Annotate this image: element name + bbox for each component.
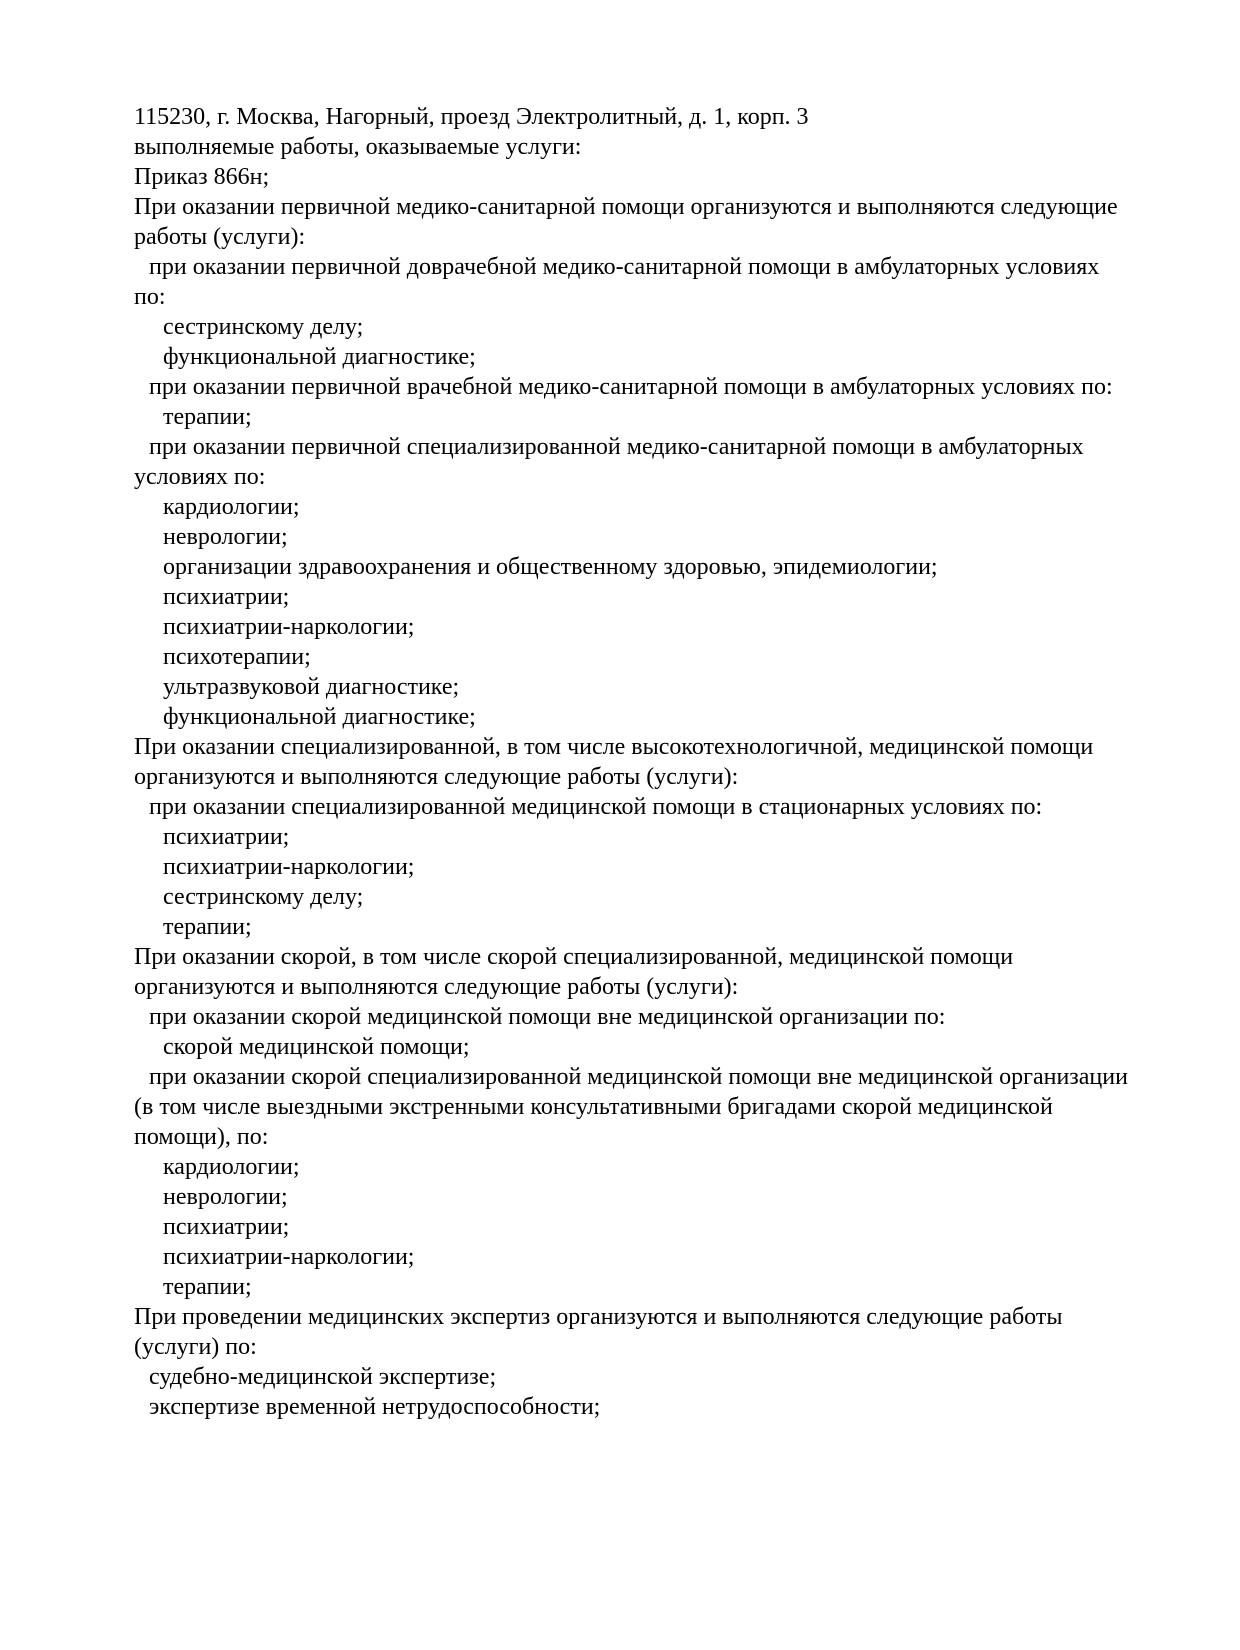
text-line: психиатрии-наркологии; xyxy=(163,854,415,880)
text-line: скорой медицинской помощи; xyxy=(163,1034,470,1060)
text-line: психотерапии; xyxy=(163,644,311,670)
text-line: терапии; xyxy=(163,404,252,430)
text-line: помощи), по: xyxy=(134,1124,269,1150)
text-line: экспертизе временной нетрудоспособности; xyxy=(149,1394,601,1420)
text-line: кардиологии; xyxy=(163,1154,300,1180)
text-line: организуются и выполняются следующие работы (услуги): xyxy=(134,764,739,790)
text-line: (услуги) по: xyxy=(134,1334,257,1360)
text-line: кардиологии; xyxy=(163,494,300,520)
text-line: неврологии; xyxy=(163,524,288,550)
text-line: при оказании скорой медицинской помощи вне медицинской организации по: xyxy=(149,1004,946,1030)
text-line: работы (услуги): xyxy=(134,224,306,250)
text-line: при оказании первичной доврачебной медико-санитарной помощи в амбулаторных условиях xyxy=(149,254,1100,280)
text-line: функциональной диагностике; xyxy=(163,344,476,370)
text-line: условиях по: xyxy=(134,464,266,490)
text-line: психиатрии; xyxy=(163,1214,290,1240)
text-line: неврологии; xyxy=(163,1184,288,1210)
text-line: ультразвуковой диагностике; xyxy=(163,674,460,700)
text-line: сестринскому делу; xyxy=(163,884,364,910)
text-line: Приказ 866н; xyxy=(134,164,270,190)
text-line: При оказании скорой, в том числе скорой специализированной, медицинской помощи xyxy=(134,944,1014,970)
text-line: функциональной диагностике; xyxy=(163,704,476,730)
text-line: организации здравоохранения и общественному здоровью, эпидемиологии; xyxy=(163,554,938,580)
text-line: терапии; xyxy=(163,1274,252,1300)
text-line: при оказании специализированной медицинской помощи в стационарных условиях по: xyxy=(149,794,1043,820)
text-line: психиатрии; xyxy=(163,584,290,610)
text-line: при оказании первичной врачебной медико-санитарной помощи в амбулаторных условиях по: xyxy=(149,374,1113,400)
text-line: по: xyxy=(134,284,166,310)
document-text-block xyxy=(134,102,1204,1422)
text-line: терапии; xyxy=(163,914,252,940)
text-line: судебно-медицинской экспертизе; xyxy=(149,1364,497,1390)
text-line: психиатрии-наркологии; xyxy=(163,1244,415,1270)
text-line: 115230, г. Москва, Нагорный, проезд Электролитный, д. 1, корп. 3 xyxy=(134,104,809,130)
text-line: При оказании специализированной, в том числе высокотехнологичной, медицинской помощи xyxy=(134,734,1094,760)
text-line: сестринскому делу; xyxy=(163,314,364,340)
text-line: при оказании первичной специализированной медико-санитарной помощи в амбулаторных xyxy=(149,434,1084,460)
text-line: При проведении медицинских экспертиз организуются и выполняются следующие работы xyxy=(134,1304,1063,1330)
text-line: При оказании первичной медико-санитарной помощи организуются и выполняются следующие xyxy=(134,194,1118,220)
text-line: при оказании скорой специализированной медицинской помощи вне медицинской организации xyxy=(149,1064,1128,1090)
text-line: психиатрии; xyxy=(163,824,290,850)
text-line: психиатрии-наркологии; xyxy=(163,614,415,640)
text-line: (в том числе выездными экстренными консультативными бригадами скорой медицинской xyxy=(134,1094,1053,1120)
text-line: выполняемые работы, оказываемые услуги: xyxy=(134,134,582,160)
text-line: организуются и выполняются следующие работы (услуги): xyxy=(134,974,739,1000)
